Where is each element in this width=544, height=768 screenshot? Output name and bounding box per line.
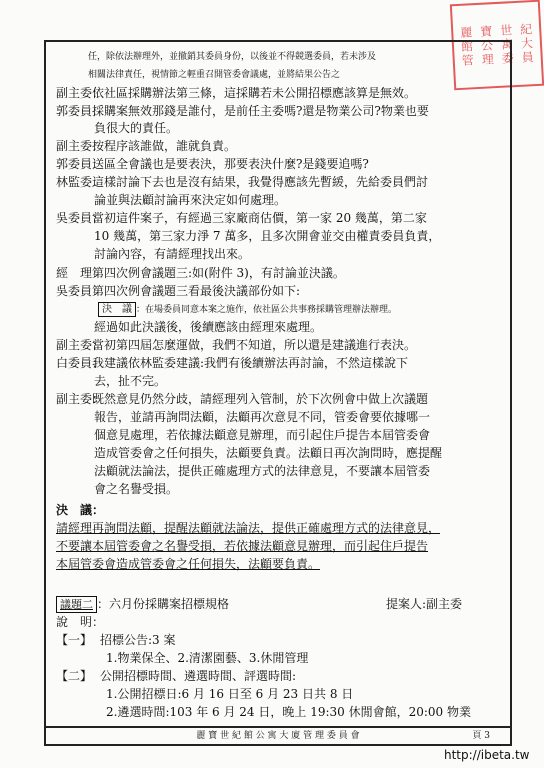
speaker-label: 經 理： [56, 266, 105, 280]
speaker-label: 副主委： [56, 86, 105, 100]
text-line: 報告，並請再詢問法顧，法顧再次意見不同，管委會要依據哪一 [94, 410, 431, 424]
proposer: 提案人:副主委 [386, 597, 463, 611]
resolution-text: ：在場委員同意本案之施作，依社區公共事務採購管理辦法辦理。 [136, 305, 398, 315]
text-line: 法顧就法論法，提供正確處理方式的法律意見，不要讓本屆管委 [94, 464, 431, 478]
text-line: 造成管委會之任何損失，法顧要負責。法顧日再次詢問時，應提醒 [94, 446, 443, 460]
text-line: 1.物業保全、2.清潔園藝、3.休閒管理 [106, 651, 309, 665]
text-line: 個意見處理，若依據法顧意見辦理，而引起住戶提告本屆管委會 [94, 428, 431, 442]
speaker-line [56, 338, 496, 353]
speech-text: 送區全會議也是要表決，那要表決什麼?是錢要追嗎? [92, 157, 369, 171]
resolution-line: 請經理再詢問法顧，提醒法顧就法論法，提供正確處理方式的法律意見， [56, 521, 441, 535]
speaker-line [56, 392, 496, 407]
page-number: 頁 3 [472, 731, 490, 741]
quoted-resolution [98, 302, 538, 318]
speaker-line [56, 266, 496, 281]
text-line: 10 幾萬，第三家力淨 7 萬多，且多次開會並交由權責委員負責， [94, 229, 441, 243]
speech-text: 採購案無效那錢是誰付，是前任主委嗎?還是物業公司?物業也要 [92, 104, 429, 118]
resolution-box: 決 議 [98, 302, 136, 317]
seal-stamp: 麗 寶 世 紀 館 公 寓 大 管 理 委 員 [450, 0, 544, 90]
text-line: 去，扯不完。 [94, 374, 167, 388]
speaker-label: 郭委員： [56, 157, 105, 171]
watermark-url: http://ibeta.tw [444, 748, 530, 762]
speech-text: 按程序該誰做，誰就負責。 [92, 139, 237, 153]
speaker-line [56, 104, 496, 119]
explanation-heading: 說 明： [56, 615, 105, 629]
speech-text: 這樣討論下去也是沒有結果，我覺得應該先暫緩，先給委員們討 [92, 175, 429, 189]
speech-text: 第四次例會議題三:如(附件 3)，有討論並決議。 [92, 266, 345, 280]
speaker-line [56, 139, 496, 154]
item-number: 【一】 [56, 633, 93, 647]
item-text: 招標公告:3 案 [100, 633, 176, 647]
speaker-label: 林監委： [56, 175, 105, 189]
resolution-line: 本屆管委會造成管委會之任何損失，法顧要負責。 [56, 557, 321, 571]
text-line: 任，除依法辦理外，並撤銷其委員身份，以後並不得競選委員，若未涉及 [88, 52, 377, 62]
speech-text: 第四次例會議題三看最後決議部份如下: [92, 284, 301, 298]
resolution-heading: 決 議： [56, 503, 105, 517]
agenda-box: 議題二 [56, 596, 97, 613]
speaker-label: 副主委： [56, 139, 105, 153]
footer-title: 麗 寶 世 紀 館 公 寓 大 廈 管 理 委 員 會 [196, 731, 360, 741]
agenda-item-2 [56, 597, 496, 612]
agenda-title: ：六月份採購案招標規格 [97, 597, 230, 611]
speaker-line [56, 356, 496, 371]
item-text: 公開招標時間、遴選時間、評選時間: [100, 669, 297, 683]
item-number: 【二】 [56, 669, 93, 683]
text-line: 討論內容，有請經理找出來。 [94, 247, 251, 261]
text-line: 負很大的責任。 [94, 121, 179, 135]
text-line: 相關法律責任，視情節之輕重召開管委會議處，並將結果公告之 [88, 70, 341, 80]
speech-text: 依社區採購辦法第三條，這採購若未公開招標應該算是無效。 [92, 86, 417, 100]
speech-text: 既然意見仍然分歧，請經理列入管制，於下次例會中做上次議題 [92, 392, 429, 406]
speaker-line [56, 175, 496, 190]
text-line: 論並與法顧討論再來決定如何處理。 [94, 193, 287, 207]
text-line: 經過如此決議後，後續應該由經理來處理。 [94, 320, 323, 334]
speech-text: 當初這件案子，有經過三家廠商估價，第一家 20 幾萬，第二家 [92, 211, 427, 225]
speaker-label: 吳委員： [56, 284, 105, 298]
speaker-line [56, 211, 496, 226]
speaker-line [56, 86, 496, 101]
page-footer [44, 728, 512, 746]
speaker-line [56, 284, 496, 299]
text-line: 2.遴選時間:103 年 6 月 24 日，晚上 19:30 休閒會館，20:00 物業 [106, 705, 471, 719]
speaker-label: 白委員： [56, 356, 105, 370]
speaker-label: 副主委： [56, 392, 105, 406]
numbered-item [56, 669, 496, 684]
speaker-label: 吳委員： [56, 211, 105, 225]
numbered-item [56, 633, 496, 648]
text-line: 會之名譽受損。 [94, 482, 179, 496]
speaker-label: 郭委員： [56, 104, 105, 118]
resolution-line: 不要讓本屆管委會之名譽受損，若依據法顧意見辦理，而引起住戶提告 [56, 539, 429, 553]
text-line: 1.公開招標日:6 月 16 日至 6 月 23 日共 8 日 [106, 687, 354, 701]
speech-text: 當初第四屆怎麼運做，我們不知道，所以還是建議進行表決。 [92, 338, 417, 352]
speaker-line [56, 157, 496, 172]
speaker-label: 副主委： [56, 338, 105, 352]
speech-text: 我建議依林監委建議:我們有後續辦法再討論，不然這樣說下 [92, 356, 409, 370]
